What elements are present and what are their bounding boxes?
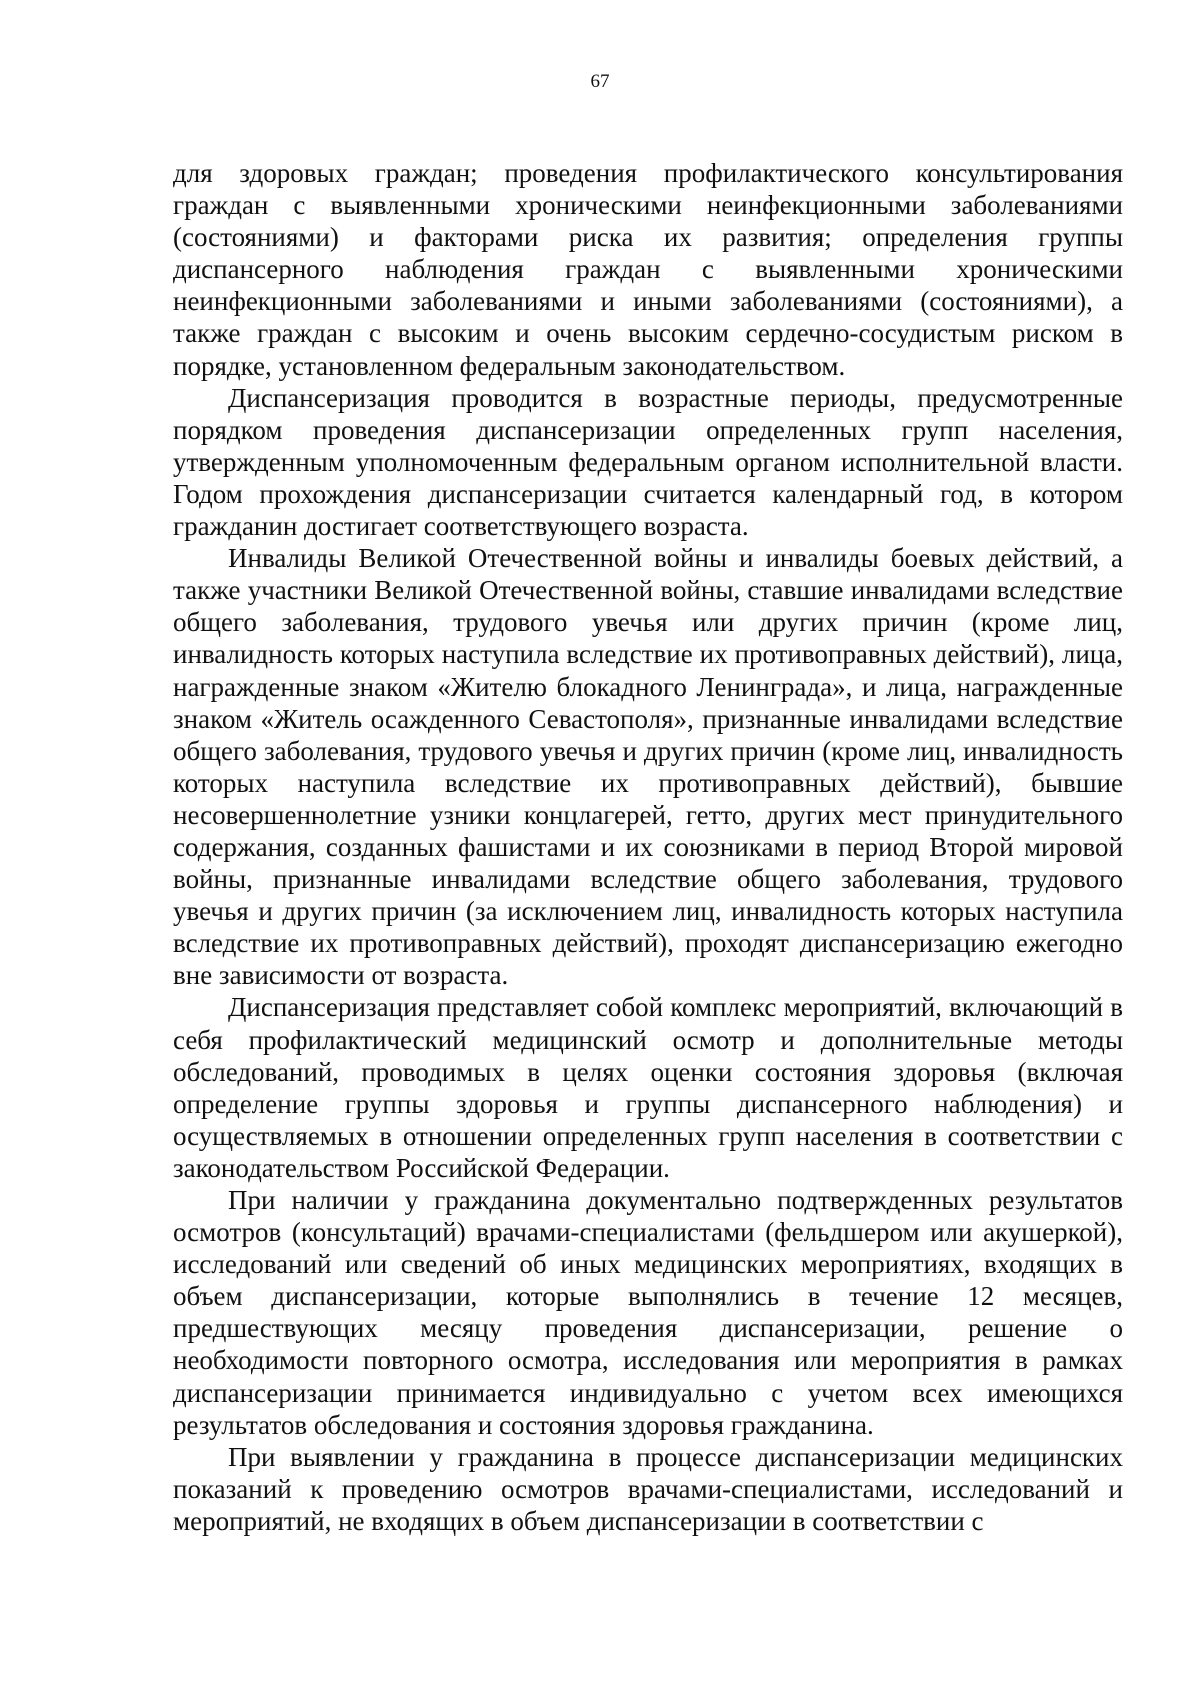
paragraph: Инвалиды Великой Отечественной войны и инвалиды боевых действий, а также участники Великой Отечественной войны, ставшие инвалидами вследствие общего заболевания, трудового увечья или других причин (кроме лиц, инвалидность которых наступила вследствие их противоправных действий), лица, награжденные знаком «Жителю блокадного Ленинграда», и лица, награжденные знаком «Житель осажденного Севастополя», признанные инвалидами вследствие общего заболевания, трудового увечья и других причин (кроме лиц, инвалидность которых наступила вследствие их противоправных действий), бывшие несовершеннолетние узники концлагерей, гетто, других мест принудительного содержания, созданных фашистами и их союзниками в период Второй мировой войны, признанные инвалидами вследствие общего заболевания, трудового увечья и других причин (за исключением лиц, инвалидность которых наступила вследствие их противоправных действий), проходят диспансеризацию ежегодно вне зависимости от возраста. — [173, 543, 1123, 991]
paragraph: При выявлении у гражданина в процессе диспансеризации медицинских показаний к проведению осмотров врачами-специалистами, исследований и мероприятий, не входящих в объем диспансеризации в соответствии с — [173, 1441, 1123, 1536]
paragraph: Диспансеризация представляет собой комплекс мероприятий, включающий в себя профилактический медицинский осмотр и дополнительные методы обследований, проводимых в целях оценки состояния здоровья (включая определение группы здоровья и группы диспансерного наблюдения) и осуществляемых в отношении определенных групп населения в соответствии с законодательством Российской Федерации. — [173, 992, 1123, 1183]
paragraph: Диспансеризация проводится в возрастные периоды, предусмотренные порядком проведения диспансеризации определенных групп населения, утвержденным уполномоченным федеральным органом исполнительной власти. Годом прохождения диспансеризации считается календарный год, в котором гражданин достигает соответствующего возраста. — [173, 382, 1123, 542]
document-body — [173, 157, 1123, 1537]
paragraph-continuation: для здоровых граждан; проведения профилактического консультирования граждан с выявленными хроническими неинфекционными заболеваниями (состояниями) и факторами риска их развития; определения группы диспансерного наблюдения граждан с выявленными хроническими неинфекционными заболеваниями и иными заболеваниями (состояниями), а также граждан с высоким и очень высоким сердечно-сосудистым риском в порядке, установленном федеральным законодательством. — [173, 158, 1123, 381]
paragraph: При наличии у гражданина документально подтвержденных результатов осмотров (консультаций) врачами-специалистами (фельдшером или акушеркой), исследований или сведений об иных медицинских мероприятиях, входящих в объем диспансеризации, которые выполнялись в течение 12 месяцев, предшествующих месяцу проведения диспансеризации, решение о необходимости повторного осмотра, исследования или мероприятия в рамках диспансеризации принимается индивидуально с учетом всех имеющихся результатов обследования и состояния здоровья гражданина. — [173, 1185, 1123, 1440]
page-number: 67 — [590, 71, 610, 92]
